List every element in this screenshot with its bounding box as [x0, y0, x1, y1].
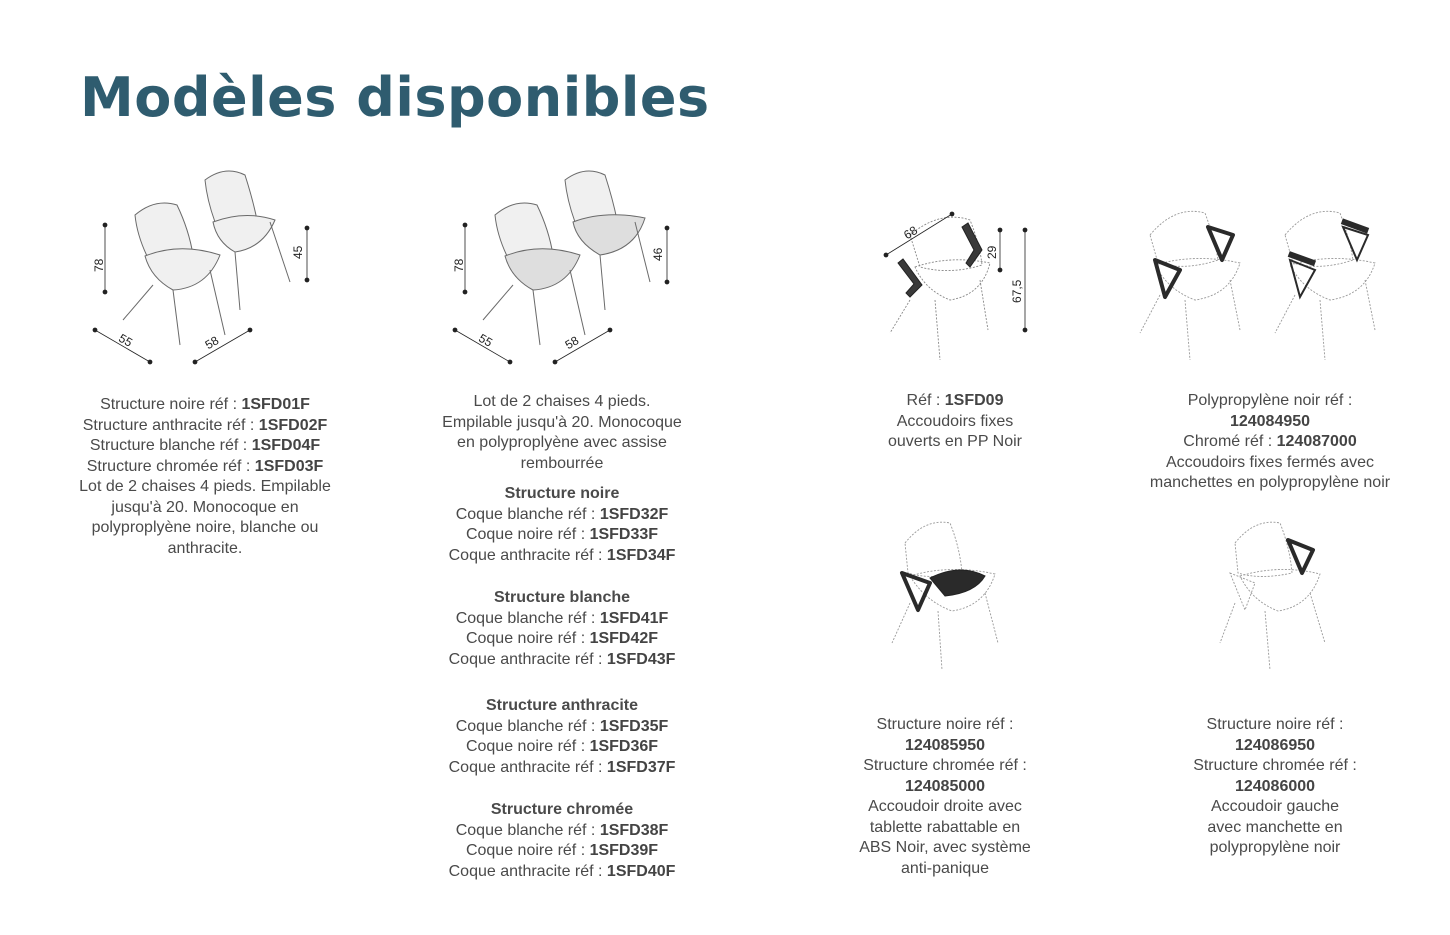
ref-code: 1SFD43F: [606, 650, 676, 668]
closed-armrest-chairs-drawing: [1130, 205, 1390, 370]
dim-68: 68: [901, 223, 920, 243]
col3b-text: [830, 715, 1060, 879]
col1-line: Structure noire réf : 1SFD01F: [100, 396, 310, 413]
col4a-text: [1120, 391, 1420, 494]
col2-desc: Empilable jusqu'à 20. Monocoque: [442, 413, 682, 431]
ref-code: 1SFD42F: [589, 630, 659, 647]
col4b-text: [1160, 715, 1390, 859]
ref-code: 124084950: [1229, 412, 1311, 430]
ref-code: 1SFD02F: [258, 416, 328, 434]
col2-desc: en polyproplyène avec assise: [457, 434, 667, 451]
col1-desc: polyproplyène noire, blanche ou: [91, 519, 319, 536]
ref-code: 1SFD36F: [589, 738, 659, 755]
col3b-desc: ABS Noir, avec système: [859, 839, 1031, 856]
col3a-text: [855, 391, 1055, 453]
ref-code: 1SFD39F: [589, 842, 659, 859]
dim-58: 58: [202, 333, 222, 353]
col4b-desc: polypropylène noir: [1209, 839, 1341, 856]
col3a-desc: Accoudoirs fixes: [896, 412, 1014, 430]
col1-line: Structure anthracite réf : 1SFD02F: [82, 416, 328, 434]
section-item: Coque noire réf : 1SFD39F: [465, 842, 659, 859]
col4a-line: Polypropylène noir réf :: [1187, 392, 1353, 409]
section-item: Coque anthracite réf : 1SFD40F: [448, 862, 676, 880]
open-armrest-chair-drawing: [870, 205, 1045, 370]
section-item: Coque blanche réf : 1SFD35F: [455, 717, 669, 735]
open-armrest-chair-figure: [870, 205, 1045, 370]
dim-67-5: 67,5: [1010, 279, 1024, 303]
ref-code: 124087000: [1276, 433, 1357, 450]
col1-desc: Lot de 2 chaises 4 pieds. Empilable: [79, 478, 331, 495]
col4b-desc: Accoudoir gauche: [1210, 798, 1340, 815]
col1-line: Structure chromée réf : 1SFD03F: [86, 457, 324, 475]
upholstered-chair-pair-drawing: [445, 160, 685, 375]
closed-armrest-chairs-figure: [1130, 205, 1390, 370]
col3a-ref-line: Réf : 1SFD09: [906, 392, 1004, 409]
col1-text: [55, 395, 355, 559]
ref-code: 1SFD35F: [599, 717, 669, 735]
dim-29: 29: [985, 245, 999, 259]
section-title: Structure chromée: [490, 801, 634, 818]
col4a-desc: Accoudoirs fixes fermés avec: [1165, 453, 1375, 471]
ref-code: 124085950: [904, 736, 986, 754]
col4b-line: Structure chromée réf :: [1193, 757, 1357, 774]
page-title: Modèles disponibles: [80, 66, 710, 129]
col1-desc: anthracite.: [167, 539, 243, 557]
upholstered-chair-pair-figure: [445, 160, 685, 375]
section-item: Coque anthracite réf : 1SFD34F: [448, 546, 676, 564]
section-item: Coque blanche réf : 1SFD41F: [455, 609, 669, 627]
col2-desc: rembourrée: [520, 454, 604, 472]
dim-78: 78: [452, 258, 466, 272]
col1-desc: jusqu'à 20. Monocoque en: [111, 498, 299, 516]
col3b-line: Structure chromée réf :: [863, 757, 1027, 774]
col2-text: [412, 392, 712, 882]
chair-pair-drawing: [85, 160, 325, 375]
section-item: Coque noire réf : 1SFD33F: [465, 526, 659, 543]
section-item: Coque anthracite réf : 1SFD43F: [448, 650, 676, 668]
section-item: Coque blanche réf : 1SFD32F: [455, 505, 669, 523]
ref-code: 1SFD33F: [589, 526, 659, 543]
ref-code: 124085000: [904, 777, 986, 795]
ref-code: 1SFD09: [944, 392, 1004, 409]
section-item: Coque noire réf : 1SFD42F: [465, 630, 659, 647]
col4a-desc: manchettes en polypropylène noir: [1149, 474, 1391, 491]
tablet-armrest-chair-drawing: [880, 518, 1015, 678]
left-armrest-chair-drawing: [1210, 518, 1340, 678]
section-title: Structure anthracite: [485, 697, 639, 714]
ref-code: 124086950: [1234, 736, 1316, 754]
section-item: Coque noire réf : 1SFD36F: [465, 738, 659, 755]
dim-45: 45: [291, 245, 305, 259]
col3a-desc: ouverts en PP Noir: [888, 433, 1022, 450]
ref-code: 1SFD32F: [599, 505, 669, 523]
col3b-desc: anti-panique: [900, 859, 990, 877]
dim-46: 46: [651, 247, 665, 261]
ref-code: 1SFD40F: [606, 862, 676, 880]
tablet-armrest-chair-figure: [880, 518, 1015, 678]
left-armrest-chair-figure: [1210, 518, 1340, 678]
col4b-desc: avec manchette en: [1207, 818, 1343, 836]
ref-code: 1SFD38F: [599, 821, 669, 839]
dim-58: 58: [562, 333, 582, 353]
col2-desc: Lot de 2 chaises 4 pieds.: [473, 393, 651, 410]
ref-code: 1SFD37F: [606, 758, 676, 776]
col3b-desc: tablette rabattable en: [869, 818, 1021, 836]
ref-code: 1SFD03F: [254, 457, 324, 475]
ref-code: 1SFD34F: [606, 546, 676, 564]
col4a-line: Chromé réf : 124087000: [1183, 433, 1357, 450]
col3b-desc: Accoudoir droite avec: [868, 798, 1022, 815]
ref-code: 1SFD41F: [599, 609, 669, 627]
col1-line: Structure blanche réf : 1SFD04F: [89, 437, 321, 454]
col4b-line: Structure noire réf :: [1206, 716, 1344, 733]
ref-code: 124086000: [1234, 777, 1316, 795]
section-item: Coque anthracite réf : 1SFD37F: [448, 758, 676, 776]
section-title: Structure blanche: [493, 589, 631, 606]
chair-pair-figure: [85, 160, 325, 375]
col3b-line: Structure noire réf :: [876, 716, 1014, 733]
dim-55: 55: [476, 330, 495, 350]
dim-78: 78: [92, 258, 106, 272]
section-item: Coque blanche réf : 1SFD38F: [455, 821, 669, 839]
ref-code: 1SFD04F: [251, 437, 321, 454]
section-title: Structure noire: [504, 485, 620, 502]
dim-55: 55: [116, 330, 135, 350]
ref-code: 1SFD01F: [241, 396, 310, 413]
